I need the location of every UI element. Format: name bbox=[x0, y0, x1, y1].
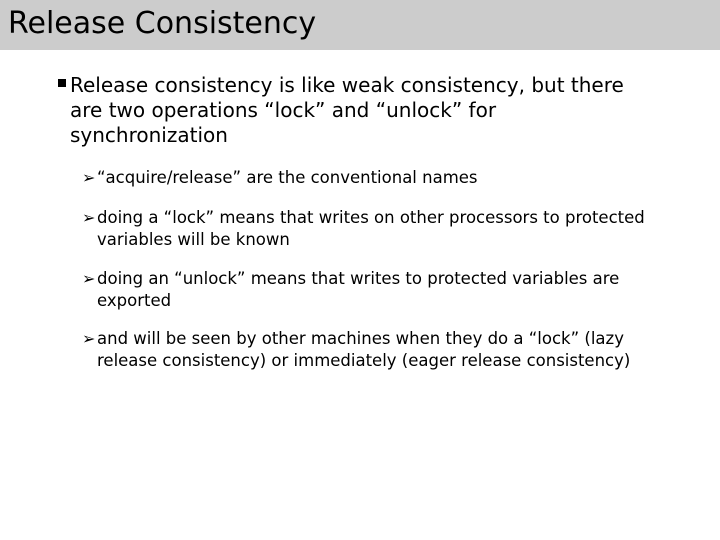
arrow-bullet-icon: ➢ bbox=[82, 208, 96, 227]
square-bullet-icon bbox=[58, 79, 66, 87]
arrow-bullet-icon: ➢ bbox=[82, 329, 96, 348]
sub-bullet-text: “acquire/release” are the conventional names bbox=[97, 168, 478, 187]
sub-bullet-4 bbox=[82, 328, 662, 372]
main-bullet bbox=[58, 73, 658, 148]
sub-bullet-text: doing a “lock” means that writes on other processors to protected variables will be known bbox=[97, 208, 645, 249]
sub-bullet-text: and will be seen by other machines when they do a “lock” (lazy release consistency) or immediately (eager release consistency) bbox=[97, 329, 631, 370]
sub-bullet-2 bbox=[82, 207, 662, 251]
sub-bullet-text: doing an “unlock” means that writes to protected variables are exported bbox=[97, 269, 620, 310]
main-bullet-text: Release consistency is like weak consistency, but there are two operations “lock” and “unlock” for synchronization bbox=[70, 73, 624, 147]
sub-bullet-3 bbox=[82, 268, 662, 312]
slide-title: Release Consistency bbox=[8, 6, 317, 41]
sub-bullet-1 bbox=[82, 167, 662, 189]
arrow-bullet-icon: ➢ bbox=[82, 269, 96, 288]
arrow-bullet-icon: ➢ bbox=[82, 168, 96, 187]
